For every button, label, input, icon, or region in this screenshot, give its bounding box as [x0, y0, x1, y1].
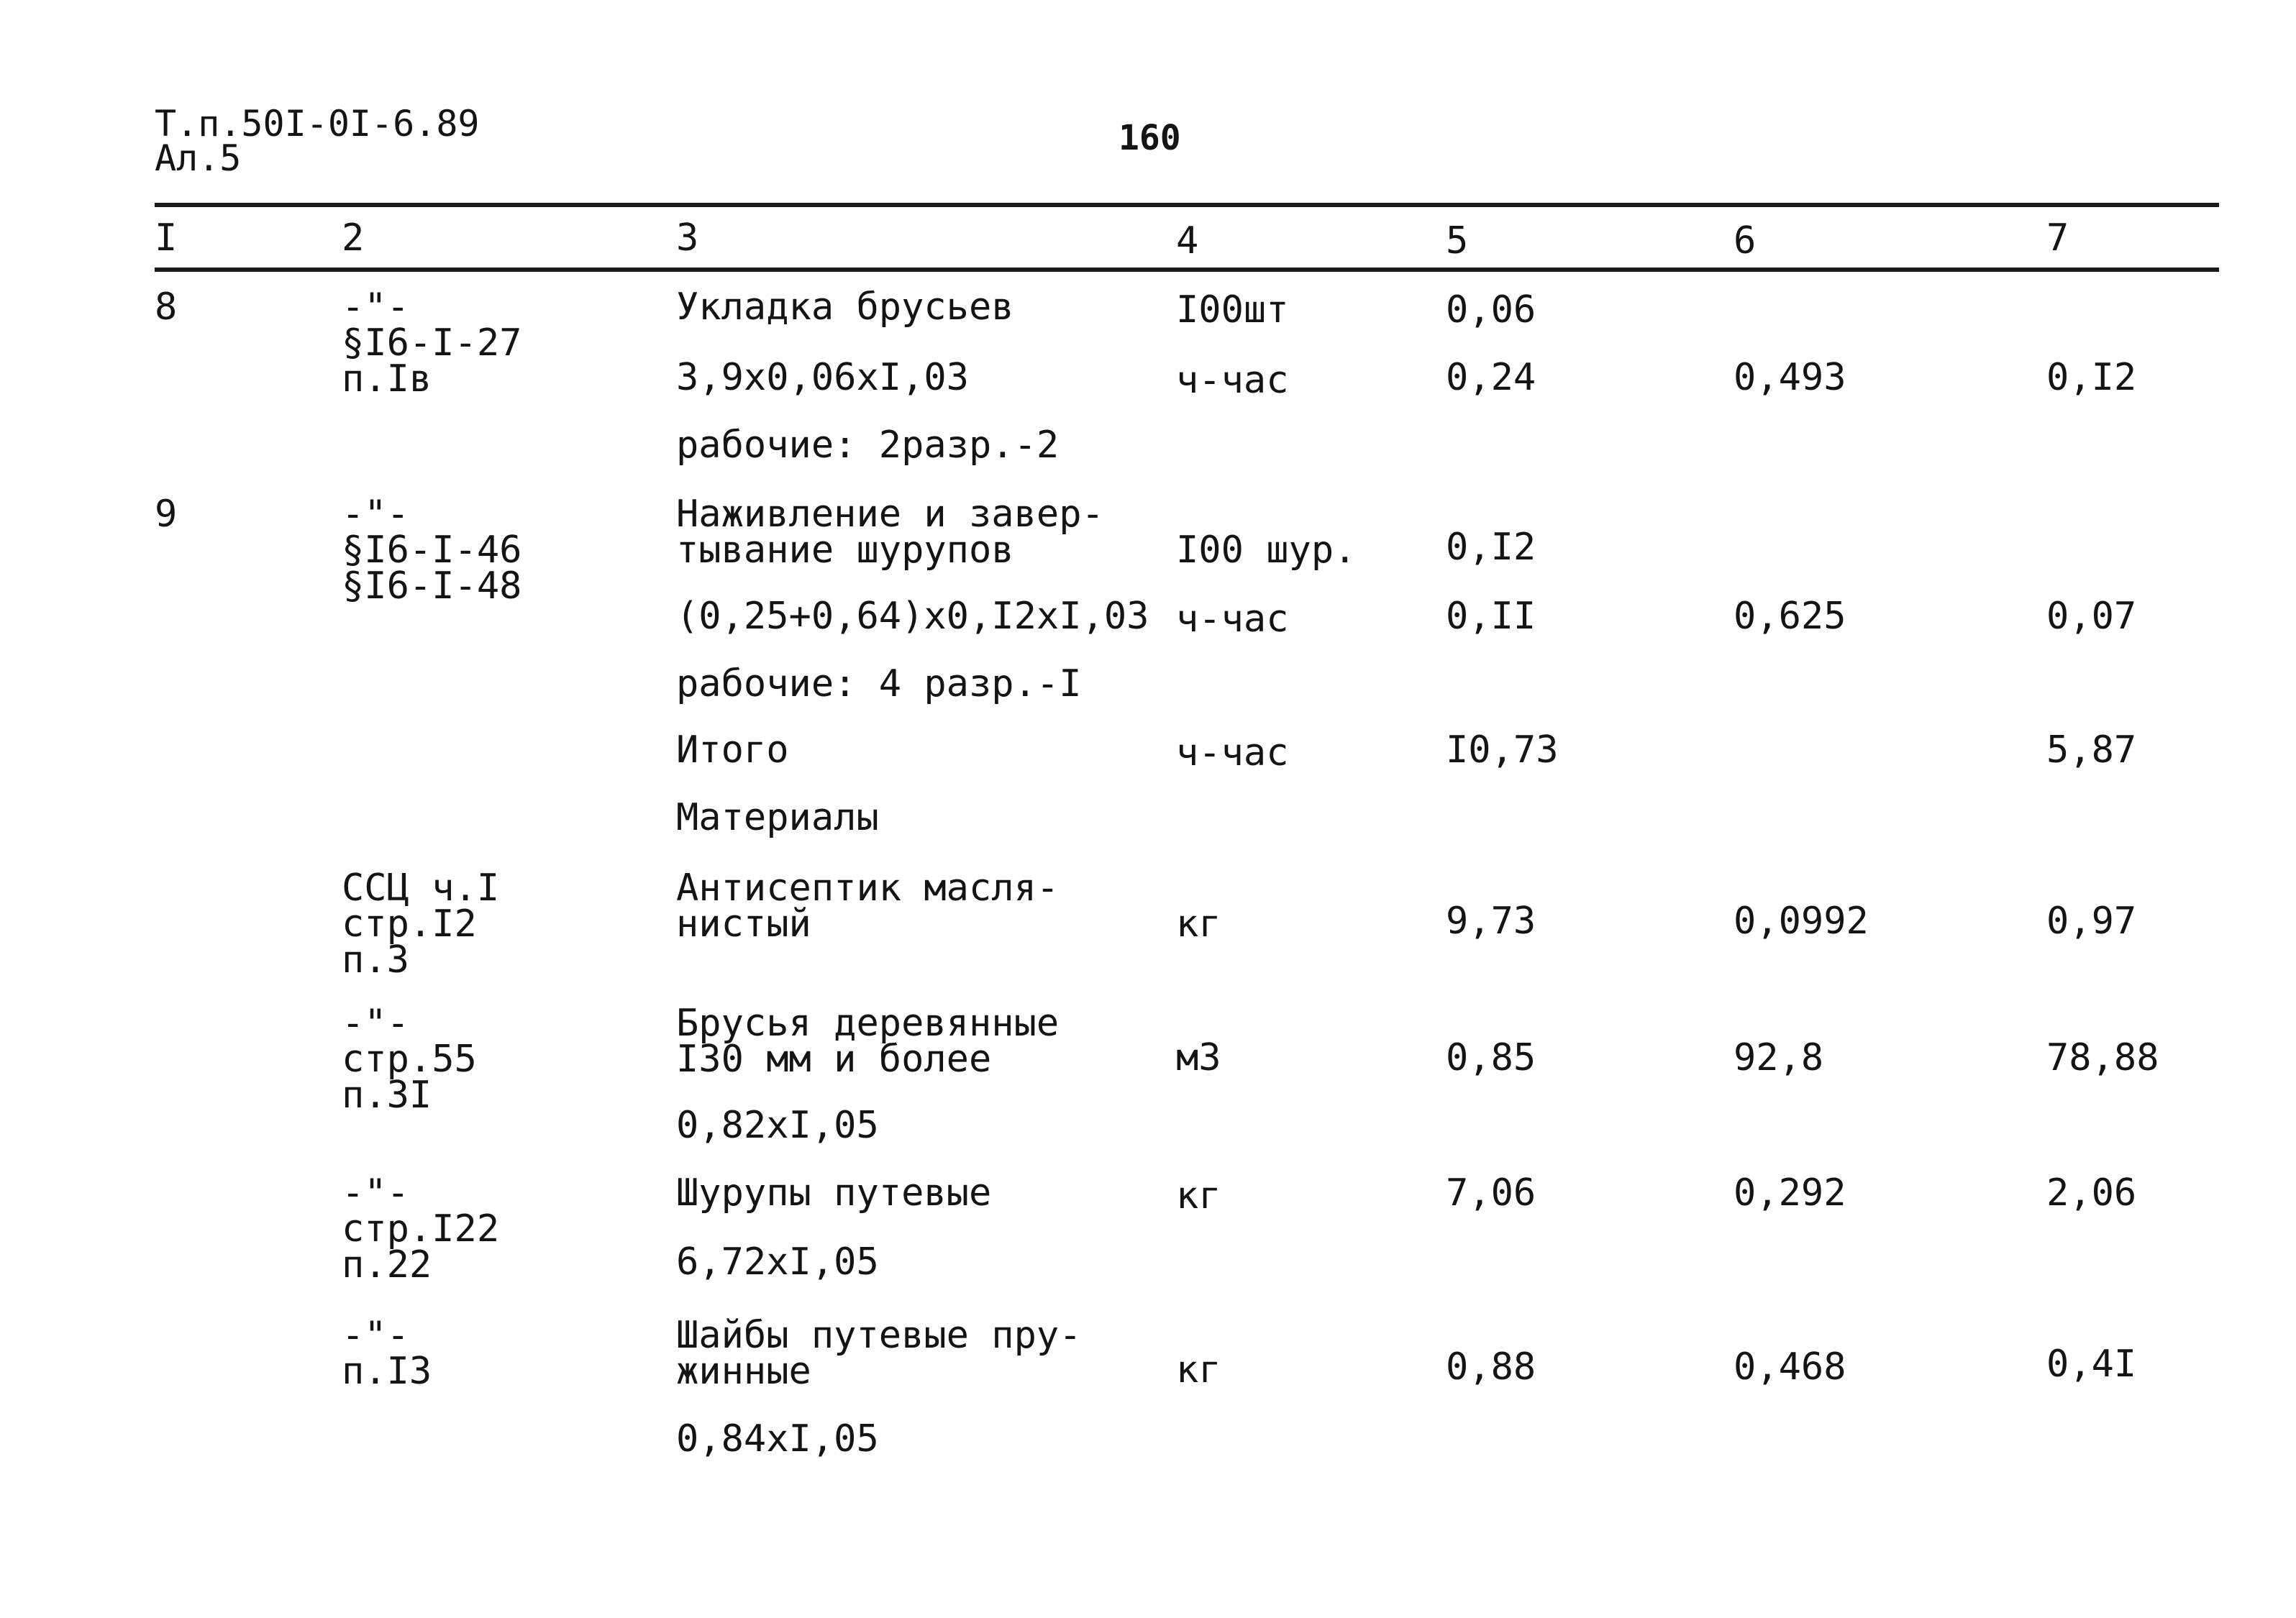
reference-line: п.Iв — [342, 357, 432, 401]
reference-line: §I6-I-27 — [342, 321, 522, 365]
quantity: 0,85 — [1446, 1036, 1536, 1079]
reference-line: стр.I2 — [342, 902, 477, 946]
column-header-2: 2 — [342, 216, 365, 260]
quantity: 0,II — [1446, 595, 1536, 638]
description-line: Шайбы путевые пру- — [676, 1314, 1082, 1357]
table-top-rule — [155, 203, 2219, 207]
formula: 0,84xI,05 — [676, 1417, 879, 1461]
total: 0,I2 — [2046, 356, 2137, 399]
description: Укладка брусьев — [676, 285, 1014, 329]
reference-line: -"- — [342, 493, 409, 536]
unit: кг — [1176, 1174, 1221, 1217]
table-header-rule — [155, 268, 2219, 272]
quantity: 7,06 — [1446, 1171, 1536, 1215]
reference-block — [342, 1171, 500, 1286]
unit: I00шт — [1176, 288, 1289, 332]
quantity: 0,88 — [1446, 1345, 1536, 1389]
quantity: 0,24 — [1446, 356, 1536, 399]
unit: ч-час — [1176, 359, 1289, 402]
description — [676, 867, 1060, 946]
reference-line: -"- — [342, 1002, 409, 1045]
total: 2,06 — [2046, 1171, 2137, 1215]
total: 0,97 — [2046, 900, 2137, 943]
reference-line: стр.55 — [342, 1038, 477, 1081]
description-line: Антисептик масля- — [676, 867, 1060, 910]
reference-block — [342, 1002, 477, 1117]
workers-note: рабочие: 4 разр.-I — [676, 662, 1082, 705]
description-line: Брусья деревянные — [676, 1002, 1060, 1045]
reference-line: §I6-I-46 — [342, 529, 522, 572]
reference-line: §I6-I-48 — [342, 565, 522, 608]
row-number: 9 — [155, 493, 178, 536]
formula: (0,25+0,64)x0,I2xI,03 — [676, 595, 1149, 638]
description — [676, 1314, 1082, 1393]
rate: 0,493 — [1734, 356, 1846, 399]
reference-block — [342, 867, 500, 982]
total: 78,88 — [2046, 1036, 2159, 1079]
description-line: тывание шурупов — [676, 529, 1014, 572]
total: 0,4I — [2046, 1343, 2137, 1386]
document-code-line2: Ал.5 — [155, 137, 242, 179]
unit: кг — [1176, 902, 1221, 946]
unit: ч-час — [1176, 598, 1289, 641]
column-header-5: 5 — [1446, 219, 1469, 262]
column-header-4: 4 — [1176, 219, 1199, 262]
reference-line: -"- — [342, 1314, 409, 1357]
reference-line: ССЦ ч.I — [342, 867, 500, 910]
rate: 92,8 — [1734, 1036, 1824, 1079]
quantity: 0,I2 — [1446, 526, 1536, 569]
formula: 0,82xI,05 — [676, 1104, 879, 1147]
quantity: I0,73 — [1446, 728, 1559, 772]
rate: 0,625 — [1734, 595, 1846, 638]
column-header-6: 6 — [1734, 219, 1757, 262]
unit: м3 — [1176, 1036, 1221, 1079]
total-label: Итого — [676, 728, 789, 772]
description — [676, 493, 1104, 572]
total: 0,07 — [2046, 595, 2137, 638]
unit: I00 шур. — [1176, 529, 1357, 572]
document-code-line1: Т.п.50I-0I-6.89 — [155, 103, 480, 145]
document-code — [155, 103, 480, 179]
description — [676, 1002, 1060, 1081]
total: 5,87 — [2046, 728, 2137, 772]
column-header-1: I — [155, 216, 178, 260]
reference-line: п.I3 — [342, 1350, 432, 1393]
formula: 6,72xI,05 — [676, 1240, 879, 1284]
column-header-3: 3 — [676, 216, 699, 260]
quantity: 9,73 — [1446, 900, 1536, 943]
reference-line: -"- — [342, 285, 409, 329]
rate: 0,0992 — [1734, 900, 1869, 943]
description-line: жинные — [676, 1350, 811, 1393]
reference-line: п.3I — [342, 1074, 432, 1117]
rate: 0,468 — [1734, 1345, 1846, 1389]
rate: 0,292 — [1734, 1171, 1846, 1215]
reference-line: стр.I22 — [342, 1207, 500, 1251]
description: Шурупы путевые — [676, 1171, 992, 1215]
description-line: Наживление и завер- — [676, 493, 1104, 536]
description-line: I30 мм и более — [676, 1038, 992, 1081]
reference-line: п.3 — [342, 938, 409, 982]
reference-line: -"- — [342, 1171, 409, 1215]
quantity: 0,06 — [1446, 288, 1536, 332]
description-line: нистый — [676, 902, 811, 946]
reference-block — [342, 493, 522, 608]
unit: кг — [1176, 1348, 1221, 1391]
unit: ч-час — [1176, 731, 1289, 774]
workers-note: рабочие: 2разр.-2 — [676, 424, 1060, 467]
page-number: 160 — [1119, 118, 1181, 158]
column-header-7: 7 — [2046, 216, 2069, 260]
reference-block — [342, 1314, 432, 1393]
formula: 3,9x0,06xI,03 — [676, 356, 969, 399]
reference-block — [342, 285, 522, 401]
row-number: 8 — [155, 285, 178, 329]
reference-line: п.22 — [342, 1243, 432, 1286]
section-title-materials: Материалы — [676, 796, 879, 839]
